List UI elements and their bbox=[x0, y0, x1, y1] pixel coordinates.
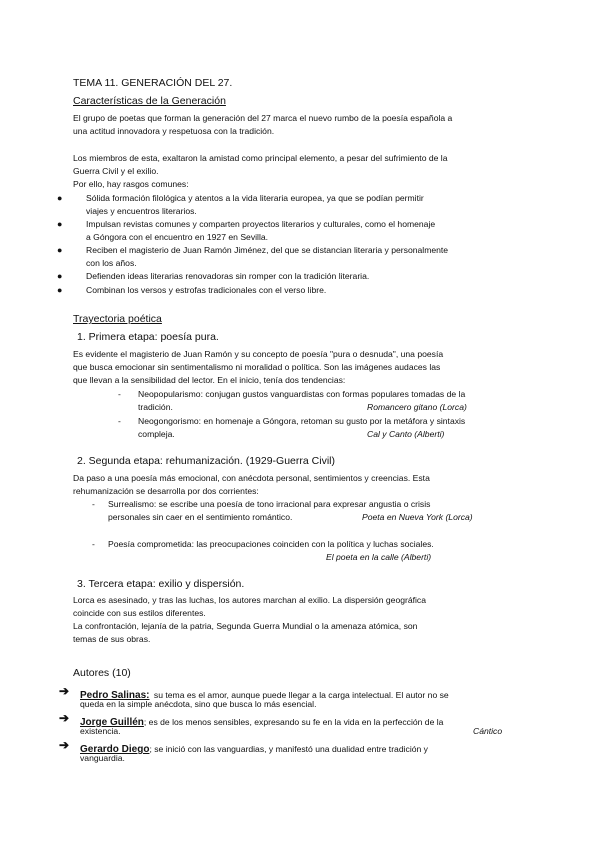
work-title: El poeta en la calle (Alberti) bbox=[326, 552, 432, 562]
list-item: Neopopularismo: conjugan gustos vanguardistas con formas populares tomadas de la bbox=[138, 389, 466, 399]
paragraph-line: Es evidente el magisterio de Juan Ramón y su concepto de poesía "pura o desnuda", una poesía bbox=[73, 349, 444, 359]
paragraph-line: La confrontación, lejanía de la patria, Segunda Guerra Mundial o la amenaza atómica, son bbox=[73, 621, 418, 631]
paragraph-line: rehumanización se desarrolla por dos corrientes: bbox=[73, 486, 259, 496]
author-name: Pedro Salinas: bbox=[80, 690, 150, 701]
list-item-continued: compleja. bbox=[138, 429, 175, 439]
paragraph-line: El grupo de poetas que forman la generación del 27 marca el nuevo rumbo de la poesía española a bbox=[73, 113, 453, 123]
paragraph-line: que busca emocionar sin sentimentalismo ni moralidad o política. Son las imágenes audaces las bbox=[73, 362, 441, 372]
list-item-continued: tradición. bbox=[138, 402, 173, 412]
work-title: Romancero gitano (Lorca) bbox=[367, 402, 467, 412]
paragraph-line: Da paso a una poesía más emocional, con anécdota personal, sentimientos y creencias. Esta bbox=[73, 473, 430, 483]
bullet-icon: ● bbox=[57, 193, 63, 203]
list-item: Impulsan revistas comunes y comparten proyectos literarios y culturales, como el homenaje bbox=[86, 219, 436, 229]
list-item-continued: a Góngora con el encuentro en 1927 en Sevilla. bbox=[86, 232, 269, 242]
section-heading-caracteristicas: Características de la Generación bbox=[73, 95, 226, 107]
paragraph-line: Por ello, hay rasgos comunes: bbox=[73, 179, 189, 189]
paragraph-line: Los miembros de esta, exaltaron la amistad como principal elemento, a pesar del sufrimiento de la bbox=[73, 153, 448, 163]
paragraph-line: que llevan a la sensibilidad del lector. En el inicio, tenía dos tendencias: bbox=[73, 375, 346, 385]
author-description: ; se inició con las vanguardias, y manifestó una dualidad entre tradición y bbox=[149, 744, 428, 754]
dash-marker: - bbox=[92, 499, 95, 509]
list-item-continued: con los años. bbox=[86, 258, 137, 268]
author-description: ; es de los menos sensibles, expresando su fe en la vida en la perfección de la bbox=[143, 717, 444, 727]
list-item: Defienden ideas literarias renovadoras sin romper con la tradición literaria. bbox=[86, 271, 370, 281]
list-item: Sólida formación filológica y atentos a la vida literaria europea, ya que se podían permitir bbox=[86, 193, 424, 203]
stage-title-2: 2. Segunda etapa: rehumanización. (1929-Guerra Civil) bbox=[77, 455, 335, 467]
arrow-right-icon: ➔ bbox=[59, 738, 70, 752]
arrow-right-icon: ➔ bbox=[59, 684, 70, 698]
bullet-icon: ● bbox=[57, 219, 63, 229]
stage-title-3: 3. Tercera etapa: exilio y dispersión. bbox=[77, 578, 245, 590]
paragraph-line: Lorca es asesinado, y tras las luchas, los autores marchan al exilio. La dispersión geográfica bbox=[73, 595, 427, 605]
list-item: Surrealismo: se escribe una poesía de tono irracional para expresar angustia o crisis bbox=[108, 499, 431, 509]
paragraph-line: una actitud innovadora y respetuosa con la tradición. bbox=[73, 126, 275, 136]
bullet-icon: ● bbox=[57, 245, 63, 255]
author-description: su tema es el amor, aunque puede llegar a la carga intelectual. El autor no se bbox=[153, 690, 449, 700]
author-entry bbox=[80, 739, 428, 757]
author-description-continued: queda en la simple anécdota, sino que busca lo más esencial. bbox=[80, 699, 317, 709]
bullet-icon: ● bbox=[57, 285, 63, 295]
paragraph-line: Guerra Civil y el exilio. bbox=[73, 166, 159, 176]
dash-marker: - bbox=[118, 389, 121, 399]
author-description-continued: existencia. bbox=[80, 726, 121, 736]
arrow-right-icon: ➔ bbox=[59, 711, 70, 725]
document-title: TEMA 11. GENERACIÓN DEL 27. bbox=[73, 77, 233, 89]
section-heading-trayectoria: Trayectoria poética bbox=[73, 313, 162, 325]
paragraph-line: coincide con sus estilos diferentes. bbox=[73, 608, 206, 618]
work-title: Cal y Canto (Alberti) bbox=[367, 429, 445, 439]
stage-title-1: 1. Primera etapa: poesía pura. bbox=[77, 331, 219, 343]
list-item: Combinan los versos y estrofas tradicionales con el verso libre. bbox=[86, 285, 327, 295]
list-item: Neogongorismo: en homenaje a Góngora, retoman su gusto por la metáfora y sintaxis bbox=[138, 416, 466, 426]
author-entry bbox=[80, 712, 443, 730]
list-item-continued: viajes y encuentros literarios. bbox=[86, 206, 197, 216]
author-description-continued: vanguardia. bbox=[80, 753, 125, 763]
list-item: Reciben el magisterio de Juan Ramón Jiménez, del que se distancian literaria y personalmente bbox=[86, 245, 449, 255]
bullet-icon: ● bbox=[57, 271, 63, 281]
paragraph-line: temas de sus obras. bbox=[73, 634, 151, 644]
work-title: Poeta en Nueva York (Lorca) bbox=[362, 512, 473, 522]
work-title: Cántico bbox=[473, 726, 503, 736]
list-item-continued: personales sin caer en el sentimiento romántico. bbox=[108, 512, 293, 522]
dash-marker: - bbox=[92, 539, 95, 549]
author-name: Jorge Guillén bbox=[80, 717, 144, 728]
dash-marker: - bbox=[118, 416, 121, 426]
list-item: Poesía comprometida: las preocupaciones coinciden con la política y luchas sociales. bbox=[108, 539, 434, 549]
author-name: Gerardo Diego bbox=[80, 744, 150, 755]
section-heading-autores: Autores (10) bbox=[73, 667, 131, 679]
